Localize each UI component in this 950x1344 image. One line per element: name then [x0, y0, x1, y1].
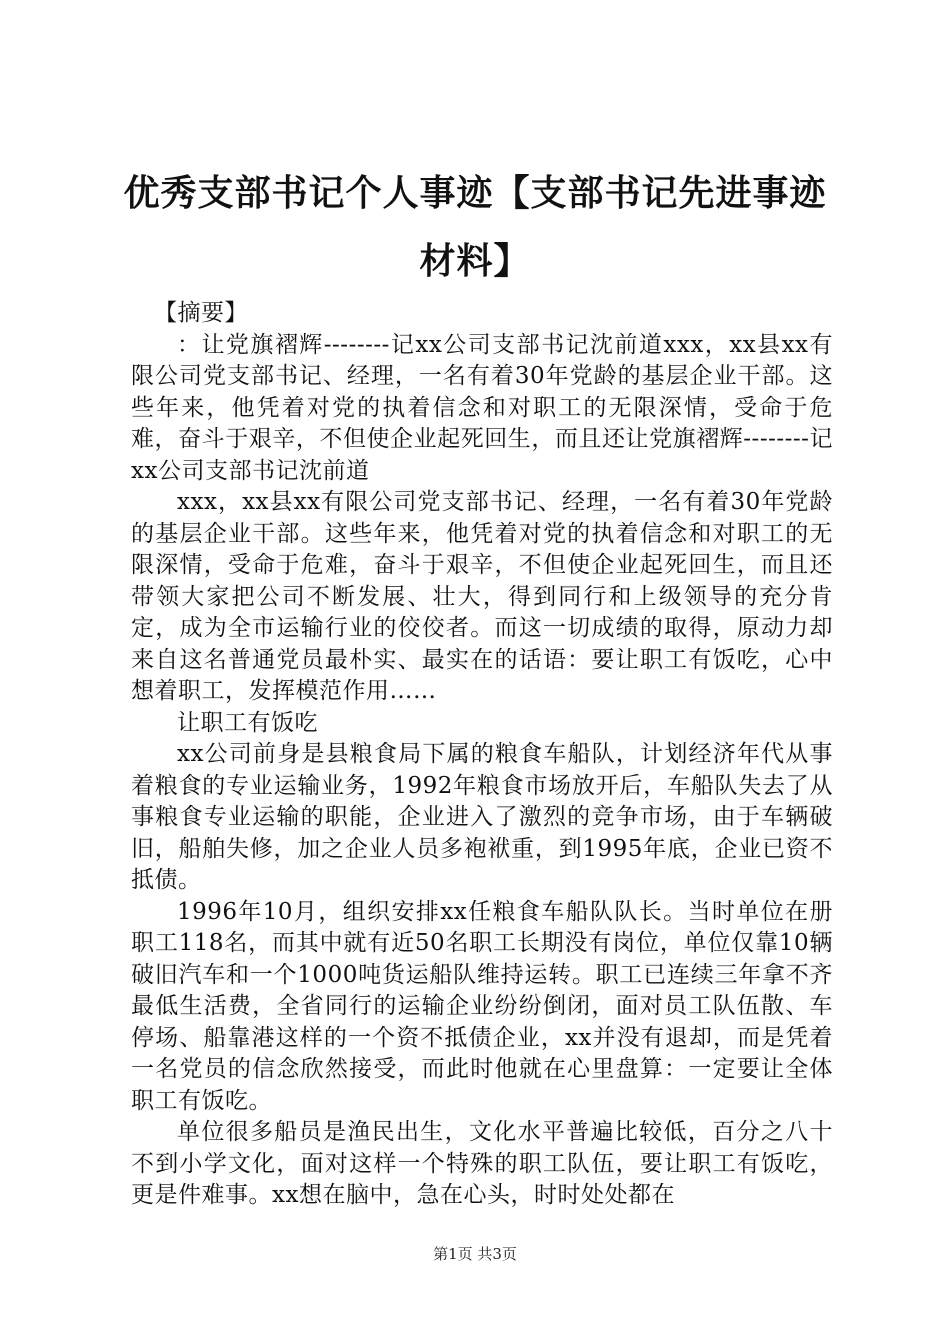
page-footer: 第1页 共3页	[433, 1245, 517, 1263]
body-paragraph: xxx，xx县xx有限公司党支部书记、经理，一名有着30年党龄的基层企业干部。这些年来，他凭着对党的执着信念和对职工的无限深情，受命于危难，奋斗于艰辛，不但使企业起死回生，而且还带领大家把公司不断发展、壮大，得到同行和上级领导的充分肯定，成为全市运输行业的佼佼者。而这一切成绩的取得，原动力却来自这名普通党员最朴实、最实在的话语：要让职工有饭吃，心中想着职工，发挥模范作用……	[131, 489, 833, 704]
summary-label: 【摘要】	[154, 300, 248, 326]
document-body	[131, 298, 833, 1212]
summary-paragraph: ：让党旗褶辉--------记xx公司支部书记沈前道xxx，xx县xx有限公司党支部书记、经理，一名有着30年党龄的基层企业干部。这些年来，他凭着对党的执着信念和对职工的无限深情，受命于危难，奋斗于艰辛，不但使企业起死回生，而且还让党旗褶辉--------记xx公司支部书记沈前道	[131, 331, 833, 484]
body-paragraph: xx公司前身是县粮食局下属的粮食车船队，计划经济年代从事着粮食的专业运输业务，1992年粮食市场放开后，车船队失去了从事粮食专业运输的职能，企业进入了激烈的竞争市场，由于车辆破旧，船舶失修，加之企业人员多袍袱重，到1995年底，企业已资不抵债。	[131, 741, 833, 893]
body-paragraph: 1996年10月，组织安排xx任粮食车船队队长。当时单位在册职工118名，而其中就有近50名职工长期没有岗位，单位仅靠10辆破旧汽车和一个1000吨货运船队维持运转。职工已连续三年拿不齐最低生活费，全省同行的运输企业纷纷倒闭，面对员工队伍散、车停场、船靠港这样的一个资不抵债企业，xx并没有退却，而是凭着一名党员的信念欣然接受，而此时他就在心里盘算：一定要让全体职工有饭吃。	[131, 898, 833, 1114]
document-title: 优秀支部书记个人事迹【支部书记先进事迹材料】	[123, 173, 827, 282]
body-paragraph: 单位很多船员是渔民出生，文化水平普遍比较低，百分之八十不到小学文化，面对这样一个特殊的职工队伍，要让职工有饭吃，更是件难事。xx想在脑中，急在心头，时时处处都在	[131, 1119, 833, 1208]
section-heading: 让职工有饭吃	[177, 709, 318, 736]
